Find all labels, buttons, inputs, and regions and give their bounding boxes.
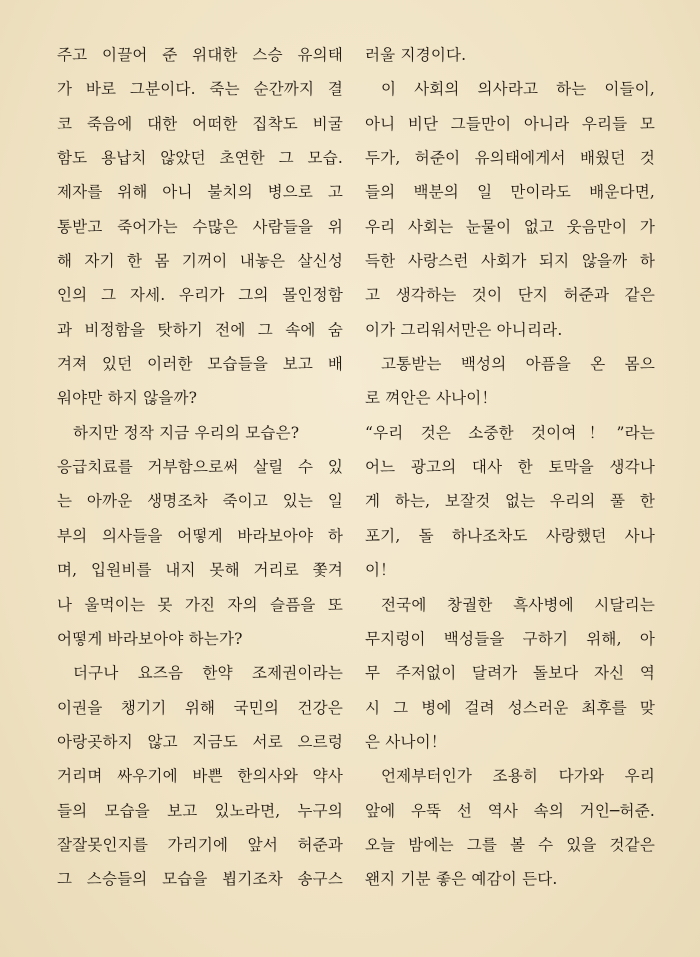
text-line: 해 자기 한 몸 기꺼이 내놓은 살신성	[57, 252, 343, 271]
text-line: 게 하는, 보잘것 없는 우리의 풀 한	[365, 492, 655, 511]
text-line: 득한 사랑스런 사회가 되지 않을까 하	[365, 252, 655, 271]
text-line: 응급치료를 거부함으로써 살릴 수 있	[57, 458, 343, 477]
left-text-column	[57, 38, 343, 897]
text-line: 이 사회의 의사라고 하는 이들이,	[381, 80, 655, 99]
text-line: 며, 입원비를 내지 못해 거리로 쫓겨	[57, 561, 343, 580]
right-text-column	[365, 38, 655, 897]
text-line: 무 주저없이 달려가 돌보다 자신 역	[365, 664, 655, 683]
text-line: 더구나 요즈음 한약 조제권이라는	[73, 664, 343, 683]
text-line: 고 생각하는 것이 단지 허준과 같은	[365, 286, 655, 305]
text-line: 무지렁이 백성들을 구하기 위해, 아	[365, 629, 655, 648]
text-line: 이권을 챙기기 위해 국민의 건강은	[57, 698, 343, 717]
text-line: 어느 광고의 대사 한 토막을 생각나	[365, 458, 655, 477]
text-line: 두가, 허준이 유의태에게서 배웠던 것	[365, 149, 655, 168]
text-line: 고통받는 백성의 아픔을 온 몸으	[381, 355, 655, 374]
text-line: 이！	[365, 561, 396, 580]
text-line: 코 죽음에 대한 어떠한 집착도 비굴	[57, 114, 343, 133]
text-line: 어떻게 바라보아야 하는가?	[57, 629, 243, 648]
text-line: 워야만 하지 않을까?	[57, 389, 198, 408]
text-line: 겨져 있던 이러한 모습들을 보고 배	[57, 355, 343, 374]
text-line: 그 스승들의 모습을 뵙기조차 송구스	[57, 870, 343, 889]
text-line: 아랑곳하지 않고 지금도 서로 으르렁	[57, 732, 343, 751]
text-line: 러울 지경이다.	[365, 46, 467, 64]
text-line: 시 그 병에 걸려 성스러운 최후를 맞	[365, 698, 655, 717]
text-line: 가 바로 그분이다. 죽는 순간까지 결	[57, 80, 343, 99]
text-line: 는 아까운 생명조차 죽이고 있는 일	[57, 492, 343, 511]
text-line: 이가 그리워서만은 아니리라.	[365, 320, 563, 339]
text-line: 인의 그 자세. 우리가 그의 몰인정함	[57, 286, 343, 305]
text-line: 잘잘못인지를 가리기에 앞서 허준과	[57, 835, 343, 854]
text-line: 나 울먹이는 못 가진 자의 슬픔을 또	[57, 595, 343, 614]
text-line: 들의 모습을 보고 있노라면, 누구의	[57, 801, 343, 820]
text-line: 은 사나이！	[365, 732, 447, 751]
text-line: 포기, 돌 하나조차도 사랑했던 사나	[365, 526, 655, 545]
text-line: 주고 이끌어 준 위대한 스승 유의태	[57, 46, 343, 64]
text-line: 거리며 싸우기에 바쁜 한의사와 약사	[57, 767, 343, 786]
text-line: 우리 사회는 눈물이 없고 웃음만이 가	[365, 217, 655, 236]
text-line: 함도 용납치 않았던 초연한 그 모습.	[57, 149, 343, 168]
text-line: 통받고 죽어가는 수많은 사람들을 위	[57, 217, 343, 236]
text-line: 들의 백분의 일 만이라도 배운다면,	[365, 183, 655, 202]
text-line: 오늘 밤에는 그를 볼 수 있을 것같은	[365, 835, 655, 854]
text-line: 과 비정함을 탓하기 전에 그 속에 숨	[57, 320, 343, 339]
text-line: 하지만 정작 지금 우리의 모습은?	[73, 423, 300, 442]
text-line: 아니 비단 그들만이 아니라 우리들 모	[365, 114, 655, 133]
text-line: “우리 것은 소중한 것이여！”라는	[365, 423, 655, 442]
text-line: 왠지 기분 좋은 예감이 든다.	[365, 870, 558, 889]
text-line: 앞에 우뚝 선 역사 속의 거인─허준.	[365, 801, 655, 820]
text-line: 제자를 위해 아니 불치의 병으로 고	[57, 183, 343, 202]
text-line: 로 껴안은 사나이！	[365, 389, 498, 408]
text-line: 부의 의사들을 어떻게 바라보아야 하	[57, 526, 343, 545]
text-line: 전국에 창궐한 흑사병에 시달리는	[381, 595, 655, 614]
text-line: 언제부터인가 조용히 다가와 우리	[381, 767, 655, 786]
